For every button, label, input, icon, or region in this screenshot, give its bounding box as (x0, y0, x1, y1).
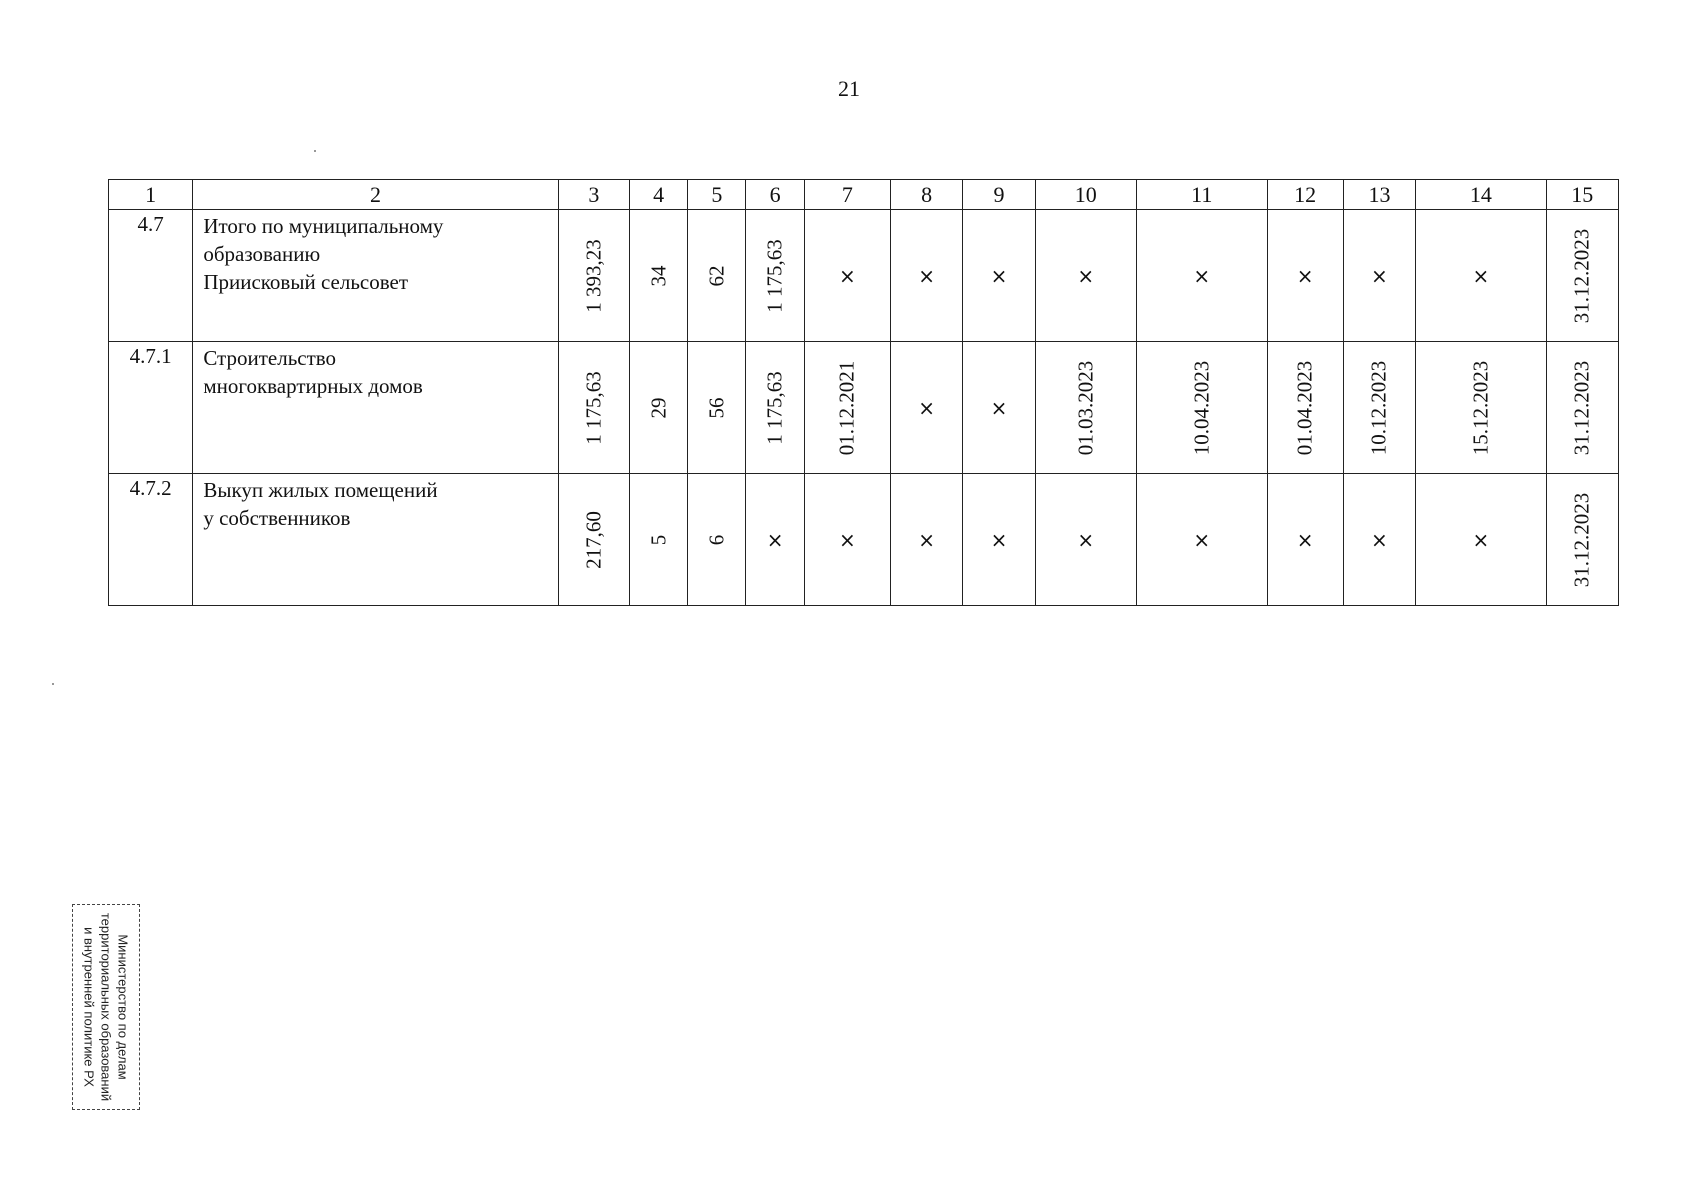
row-name-cell (193, 474, 558, 606)
row-name-cell (193, 210, 558, 342)
not-applicable-mark: × (1472, 263, 1490, 288)
value-text: 01.12.2021 (834, 360, 859, 455)
row-name-line: Строительство (203, 346, 337, 370)
value-cell (1267, 342, 1343, 474)
not-applicable-mark: × (918, 395, 936, 420)
row-name-line: у собственников (203, 506, 351, 530)
column-header: 7 (804, 180, 890, 210)
value-cell (1267, 210, 1343, 342)
value-text: 1 175,63 (581, 370, 606, 445)
row-name-line: Выкуп жилых помещений (203, 478, 438, 502)
value-cell (1416, 210, 1547, 342)
row-number-cell: 4.7.1 (109, 342, 193, 474)
table-row (109, 210, 1619, 342)
value-cell (1035, 342, 1136, 474)
not-applicable-mark: × (1193, 263, 1211, 288)
row-name-cell (193, 342, 558, 474)
value-cell (1546, 210, 1618, 342)
value-text: 1 175,63 (762, 370, 787, 445)
scan-speck (314, 150, 316, 152)
row-name-line: Итого по муниципальному (203, 214, 444, 238)
column-header: 6 (746, 180, 804, 210)
row-name-line: Приисковый сельсовет (203, 270, 409, 294)
not-applicable-mark: × (838, 263, 856, 288)
not-applicable-mark: × (1371, 527, 1388, 552)
column-header: 14 (1416, 180, 1547, 210)
row-number-cell: 4.7.2 (109, 474, 193, 606)
not-applicable-mark: × (990, 395, 1008, 420)
value-text: 1 175,63 (762, 238, 787, 313)
page-number: 21 (838, 76, 860, 101)
column-header: 3 (558, 180, 629, 210)
value-text: 62 (704, 265, 729, 286)
not-applicable-mark: × (1472, 527, 1490, 552)
value-cell (1136, 210, 1267, 342)
value-cell (891, 210, 963, 342)
value-text: 1 393,23 (581, 238, 606, 313)
value-cell (746, 342, 804, 474)
column-header: 5 (688, 180, 746, 210)
value-cell (1343, 474, 1415, 606)
value-text: 217,60 (581, 510, 606, 569)
stamp-text (81, 907, 132, 1107)
column-header: 11 (1136, 180, 1267, 210)
value-cell (746, 474, 804, 606)
column-header: 9 (963, 180, 1035, 210)
value-cell (804, 474, 890, 606)
value-cell (558, 342, 629, 474)
column-header: 15 (1546, 180, 1618, 210)
value-cell (630, 474, 688, 606)
value-cell (1343, 342, 1415, 474)
value-cell (688, 342, 746, 474)
value-cell (1416, 474, 1547, 606)
value-cell (1267, 474, 1343, 606)
value-cell (558, 210, 629, 342)
value-cell (746, 210, 804, 342)
value-text: 01.03.2023 (1073, 360, 1098, 455)
value-text: 31.12.2023 (1569, 360, 1594, 455)
value-text: 56 (704, 397, 729, 418)
not-applicable-mark: × (918, 263, 936, 288)
row-name-line: многоквартирных домов (203, 374, 423, 398)
value-cell (1343, 210, 1415, 342)
column-header: 10 (1035, 180, 1136, 210)
value-text: 31.12.2023 (1569, 228, 1594, 323)
value-cell (891, 474, 963, 606)
value-cell (688, 474, 746, 606)
value-cell (963, 210, 1035, 342)
stamp-line: территориальных образований (98, 912, 114, 1102)
stamp-line: и внутренней политике РХ (81, 927, 97, 1087)
value-text: 01.04.2023 (1292, 360, 1317, 455)
table-row (109, 342, 1619, 474)
value-text: 29 (646, 397, 671, 418)
column-header: 1 (109, 180, 193, 210)
not-applicable-mark: × (1296, 527, 1314, 552)
not-applicable-mark: × (918, 527, 936, 552)
value-text: 31.12.2023 (1569, 492, 1594, 587)
value-cell (963, 474, 1035, 606)
row-number-cell: 4.7 (109, 210, 193, 342)
value-cell (630, 342, 688, 474)
value-cell (1546, 342, 1618, 474)
value-cell (630, 210, 688, 342)
not-applicable-mark: × (1077, 527, 1095, 552)
table-row (109, 474, 1619, 606)
value-cell (1416, 342, 1547, 474)
value-cell (558, 474, 629, 606)
value-text: 34 (646, 265, 671, 286)
column-header: 12 (1267, 180, 1343, 210)
value-text: 6 (704, 534, 729, 545)
value-cell (804, 210, 890, 342)
not-applicable-mark: × (990, 263, 1008, 288)
value-cell (1035, 474, 1136, 606)
column-header: 13 (1343, 180, 1415, 210)
not-applicable-mark: × (1296, 263, 1314, 288)
value-cell (1035, 210, 1136, 342)
value-text: 15.12.2023 (1468, 360, 1493, 455)
not-applicable-mark: × (1371, 263, 1388, 288)
data-table (108, 179, 1619, 606)
scan-speck (52, 683, 54, 685)
not-applicable-mark: × (1193, 527, 1211, 552)
value-cell (688, 210, 746, 342)
value-cell (1136, 474, 1267, 606)
value-cell (804, 342, 890, 474)
ministry-stamp (72, 904, 140, 1110)
value-text: 10.04.2023 (1189, 360, 1214, 455)
not-applicable-mark: × (1077, 263, 1095, 288)
not-applicable-mark: × (766, 527, 784, 552)
column-header: 4 (630, 180, 688, 210)
value-cell (891, 342, 963, 474)
header-row (109, 180, 1619, 210)
value-text: 5 (646, 534, 671, 545)
stamp-line: Министерство по делам (115, 934, 131, 1080)
column-header: 2 (193, 180, 558, 210)
column-header: 8 (891, 180, 963, 210)
not-applicable-mark: × (990, 527, 1008, 552)
value-cell (963, 342, 1035, 474)
value-cell (1136, 342, 1267, 474)
row-name-line: образованию (203, 242, 321, 266)
value-cell (1546, 474, 1618, 606)
not-applicable-mark: × (838, 527, 856, 552)
value-text: 10.12.2023 (1366, 360, 1391, 455)
